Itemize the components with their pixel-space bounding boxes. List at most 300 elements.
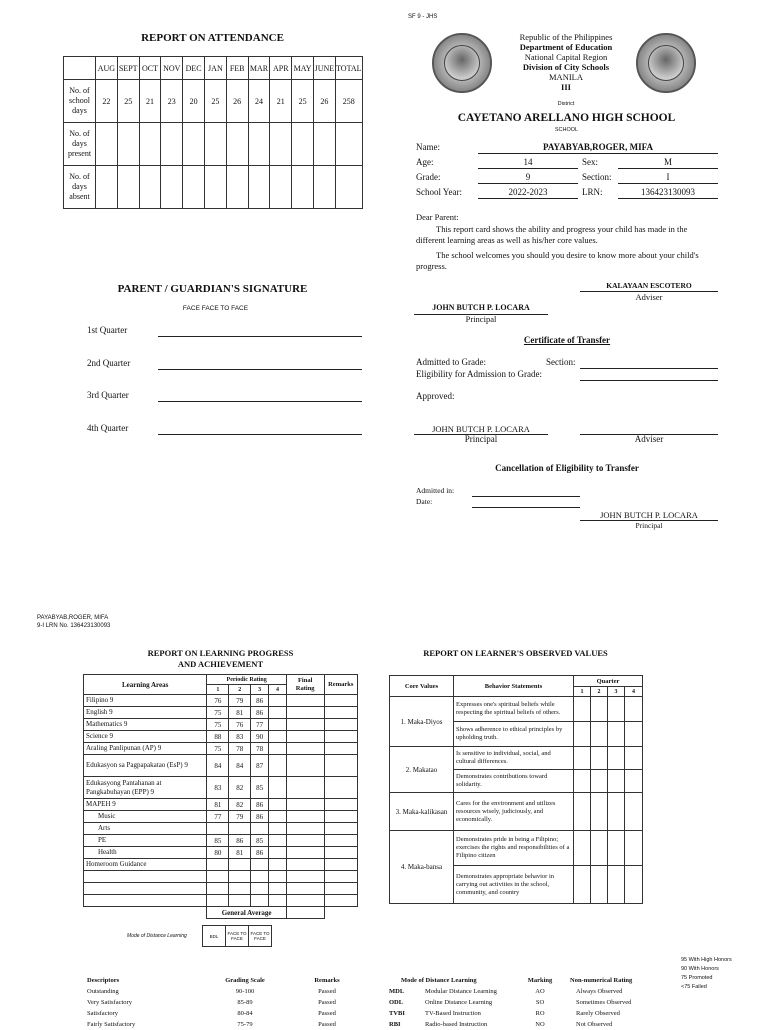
grade-cell (269, 719, 287, 731)
values-row (390, 747, 643, 770)
attendance-cell (313, 123, 335, 166)
final-rating-cell (286, 895, 324, 907)
grade-cell: 86 (251, 847, 269, 859)
grade-cell: 81 (229, 707, 251, 719)
distance-mode-code: TVBI (389, 1010, 405, 1017)
grade-cell (269, 707, 287, 719)
behavior-statement: Cares for the environment and utilizes resources wisely, judiciously, and economically. (454, 793, 574, 831)
attendance-cell: 24 (248, 80, 270, 123)
descriptor-cell: Passed (318, 1010, 336, 1017)
quarter-header: Quarter (574, 676, 643, 687)
quarter-label: 3rd Quarter (87, 390, 129, 400)
attendance-cell (96, 123, 118, 166)
learning-area-row (84, 811, 358, 823)
transfer-principal-label: Principal (464, 434, 498, 444)
descriptor-cell: Passed (318, 999, 336, 1006)
grade-cell (251, 883, 269, 895)
final-rating-cell (286, 871, 324, 883)
value-rating-cell (625, 747, 643, 770)
quarter-number: 2 (229, 685, 251, 695)
general-average-label: General Average (207, 907, 286, 919)
parent-letter (416, 212, 718, 273)
values-quarter-number: 3 (608, 687, 625, 697)
behavior-statement: Demonstrates pride in being a Filipino; exercises the rights and responsibilities of a Filipino citizen (454, 831, 574, 866)
school-year-label: School Year: (416, 187, 463, 197)
value-rating-cell (574, 697, 591, 722)
grade-cell (207, 883, 229, 895)
grade-cell (269, 835, 287, 847)
value-rating-cell (625, 770, 643, 793)
value-rating-cell (591, 831, 608, 866)
lrn-label: LRN: (582, 187, 603, 197)
learning-area-name: Edukasyon sa Pagpapakatao (EsP) 9 (84, 755, 207, 777)
grade-cell (269, 695, 287, 707)
distance-mode-name: TV-Based Instruction (425, 1010, 481, 1017)
learning-header-row (84, 675, 358, 685)
values-row (390, 793, 643, 831)
attendance-cell (313, 166, 335, 209)
grade-cell (269, 871, 287, 883)
quarter-signature-line[interactable] (158, 336, 362, 337)
honor-item: 90 With Honors (681, 966, 719, 972)
learning-area-row (84, 695, 358, 707)
marking-description: Always Observed (576, 988, 623, 995)
learning-area-row (84, 895, 358, 907)
learning-area-name: Filipino 9 (84, 695, 207, 707)
honors-legend (681, 956, 732, 992)
grade-cell (269, 777, 287, 799)
values-quarter-number: 2 (591, 687, 608, 697)
attendance-table (63, 56, 363, 209)
section-label: Section: (582, 172, 612, 182)
final-rating-cell (286, 799, 324, 811)
attendance-cell (204, 166, 226, 209)
honor-item: <75 Failed (681, 984, 707, 990)
cancellation-admitted-label: Admitted in: (416, 486, 455, 495)
grade-cell (269, 859, 287, 871)
attendance-row-label: No. of days present (64, 123, 96, 166)
grade-label: Grade: (416, 172, 441, 182)
cancellation-principal-name: JOHN BUTCH P. LOCARA (600, 510, 698, 520)
value-rating-cell (591, 697, 608, 722)
value-rating-cell (608, 866, 625, 904)
attendance-cell: 258 (335, 80, 362, 123)
remarks-cell (324, 835, 358, 847)
grade-cell: 76 (229, 719, 251, 731)
mode-table (202, 925, 272, 947)
transfer-title: Certificate of Transfer (523, 335, 611, 345)
descriptor-cell: 90-100 (235, 988, 255, 995)
grade-cell (207, 871, 229, 883)
general-average-row (84, 907, 358, 919)
grade-cell (269, 731, 287, 743)
values-title: REPORT ON LEARNER'S OBSERVED VALUES (423, 648, 608, 658)
final-rating-cell (286, 755, 324, 777)
distance-mode-name: Modular Distance Learning (425, 988, 497, 995)
values-row (390, 697, 643, 722)
honor-item: 75 Promoted (681, 975, 713, 981)
grade-cell (269, 755, 287, 777)
attendance-cell: 23 (161, 80, 183, 123)
learning-area-row (84, 707, 358, 719)
grade-cell: 86 (229, 835, 251, 847)
descriptor-header: Grading Scale (225, 977, 265, 984)
grade-cell: 81 (229, 847, 251, 859)
district-label: District (557, 101, 575, 107)
grade-cell (229, 859, 251, 871)
grade-cell: 85 (251, 777, 269, 799)
value-rating-cell (574, 747, 591, 770)
final-rating-cell (286, 823, 324, 835)
grade-cell: 79 (229, 695, 251, 707)
grade-cell: 75 (207, 743, 229, 755)
mode-cell: BDL (203, 926, 226, 947)
grade-cell: 77 (251, 719, 269, 731)
learning-area-name: English 9 (84, 707, 207, 719)
attendance-cell (335, 166, 362, 209)
behavior-statement: Demonstrates contributions toward solidarity. (454, 770, 574, 793)
core-value-name: 2. Makatao (390, 747, 454, 793)
learning-title-line1: REPORT ON LEARNING PROGRESS (147, 648, 294, 658)
attendance-cell (292, 123, 314, 166)
transfer-admitted-label: Admitted to Grade: (416, 357, 486, 367)
attendance-month: APR (270, 57, 292, 80)
grade-cell (251, 895, 269, 907)
school-seal-icon (432, 33, 492, 93)
learning-area-row (84, 755, 358, 777)
attendance-row-label: No. of school days (64, 80, 96, 123)
grade-cell (229, 823, 251, 835)
learning-area-name: Arts (84, 823, 207, 835)
attendance-title: REPORT ON ATTENDANCE (141, 32, 284, 44)
grade-cell: 83 (207, 777, 229, 799)
value-rating-cell (608, 722, 625, 747)
learning-area-row (84, 823, 358, 835)
grade-cell (269, 823, 287, 835)
attendance-cell (161, 166, 183, 209)
grade-cell: 82 (229, 777, 251, 799)
grade-cell: 81 (207, 799, 229, 811)
remarks-cell (324, 777, 358, 799)
periodic-rating-header: Periodic Rating (207, 675, 286, 685)
value-rating-cell (608, 793, 625, 831)
final-rating-cell (286, 883, 324, 895)
value-rating-cell (608, 747, 625, 770)
grade-cell: 78 (229, 743, 251, 755)
signature-mode: FACE FACE TO FACE (182, 305, 249, 312)
quarter-label: 4th Quarter (87, 423, 129, 433)
behavior-header: Behavior Statements (454, 676, 574, 697)
attendance-month: AUG (96, 57, 118, 80)
descriptor-header: Descriptors (87, 977, 120, 984)
descriptor-cell: Passed (318, 1021, 336, 1028)
mode-cell: FACE TO FACE (226, 926, 249, 947)
learning-area-name: Mathematics 9 (84, 719, 207, 731)
grade-cell: 86 (251, 811, 269, 823)
final-rating-cell (286, 859, 324, 871)
value-rating-cell (574, 722, 591, 747)
cancellation-principal-label: Principal (635, 521, 663, 530)
core-value-name: 4. Maka-bansa (390, 831, 454, 904)
value-rating-cell (625, 793, 643, 831)
distance-modes-header: Mode of Distance Learning (401, 977, 477, 984)
quarter-number: 3 (251, 685, 269, 695)
attendance-month: TOTAL (335, 57, 362, 80)
attendance-cell (139, 166, 161, 209)
final-rating-cell (286, 719, 324, 731)
quarter-number: 1 (207, 685, 229, 695)
attendance-cell: 21 (270, 80, 292, 123)
grade-cell: 78 (251, 743, 269, 755)
cancellation-date-label: Date: (416, 497, 433, 506)
learning-area-row (84, 777, 358, 799)
remarks-cell (324, 731, 358, 743)
final-rating-cell (286, 777, 324, 799)
name-label: Name: (416, 142, 440, 152)
grade-cell (269, 883, 287, 895)
attendance-cell (183, 123, 205, 166)
grade-cell (251, 871, 269, 883)
core-value-name: 1. Maka-Diyos (390, 697, 454, 747)
distance-mode-code: RBI (389, 1021, 401, 1028)
distance-mode-code: ODL (389, 999, 404, 1006)
attendance-month: MAR (248, 57, 270, 80)
attendance-month: NOV (161, 57, 183, 80)
age-label: Age: (416, 157, 434, 167)
learning-area-row (84, 799, 358, 811)
grade-cell: 76 (207, 695, 229, 707)
grade-cell (207, 859, 229, 871)
attendance-cell (204, 123, 226, 166)
grade-cell: 88 (207, 731, 229, 743)
behavior-statement: Expresses one's spiritual beliefs while respecting the spiritual beliefs of others. (454, 697, 574, 722)
remarks-cell (324, 883, 358, 895)
value-rating-cell (574, 770, 591, 793)
attendance-month: SEPT (117, 57, 139, 80)
learning-area-name (84, 883, 207, 895)
learning-area-row (84, 731, 358, 743)
general-average-value (286, 907, 324, 919)
attendance-cell (117, 123, 139, 166)
letter-paragraph-2: The school welcomes you should you desire to know more about your child's progress. (416, 249, 699, 271)
republic-text: Republic of the Philippines (519, 32, 613, 42)
grade-cell: 75 (207, 707, 229, 719)
page2-student-name: PAYABYAB,ROGER, MIFA (37, 615, 109, 621)
grade-cell (269, 895, 287, 907)
attendance-cell (335, 123, 362, 166)
letter-paragraph-1: This report card shows the ability and progress your child has made in the different learning areas as well as his/her core values. (416, 223, 688, 245)
learning-area-name: Music (84, 811, 207, 823)
learning-area-name: Homeroom Guidance (84, 859, 207, 871)
value-rating-cell (625, 722, 643, 747)
descriptor-header: Remarks (314, 977, 340, 984)
school-name: CAYETANO ARELLANO HIGH SCHOOL (457, 112, 676, 124)
attendance-cell (270, 123, 292, 166)
value-rating-cell (625, 697, 643, 722)
behavior-statement: Demonstrates appropriate behavior in carrying out activities in the school, community, and country (454, 866, 574, 904)
student-section: I (666, 172, 670, 182)
descriptor-cell: 80-84 (237, 1010, 253, 1017)
learning-area-header: Learning Areas (84, 675, 207, 695)
grade-cell: 90 (251, 731, 269, 743)
learning-area-name: Araling Panlipunan (AP) 9 (84, 743, 207, 755)
values-quarter-number: 4 (625, 687, 643, 697)
student-name: PAYABYAB,ROGER, MIFA (543, 142, 653, 152)
value-rating-cell (574, 866, 591, 904)
final-rating-cell (286, 707, 324, 719)
learning-area-name: PE (84, 835, 207, 847)
school-label: SCHOOL (554, 127, 579, 133)
grade-cell (251, 859, 269, 871)
remarks-cell (324, 859, 358, 871)
value-rating-cell (608, 770, 625, 793)
quarter-signature-line[interactable] (158, 401, 362, 402)
honor-item: 95 With High Honors (681, 957, 732, 963)
value-rating-cell (574, 793, 591, 831)
learning-area-row (84, 871, 358, 883)
final-rating-header: Final Rating (286, 675, 324, 695)
transfer-principal-name: JOHN BUTCH P. LOCARA (432, 424, 530, 434)
final-rating-cell (286, 731, 324, 743)
quarter-signature-line[interactable] (158, 434, 362, 435)
values-header-row (390, 676, 643, 687)
grade-cell (251, 823, 269, 835)
learning-area-name: Health (84, 847, 207, 859)
learning-area-row (84, 719, 358, 731)
descriptor-cell: Outstanding (87, 988, 119, 995)
grade-cell (269, 799, 287, 811)
value-rating-cell (608, 831, 625, 866)
page2-student-id (37, 614, 110, 630)
remarks-cell (324, 707, 358, 719)
marking-code: NO (535, 1021, 545, 1028)
grade-cell: 75 (207, 719, 229, 731)
grade-cell (229, 871, 251, 883)
value-rating-cell (591, 793, 608, 831)
core-value-name: 3. Maka-kalikasan (390, 793, 454, 831)
value-rating-cell (591, 770, 608, 793)
quarter-number: 4 (269, 685, 287, 695)
remarks-cell (324, 847, 358, 859)
attendance-cell (183, 166, 205, 209)
learning-area-row (84, 835, 358, 847)
remarks-cell (324, 871, 358, 883)
remarks-header: Remarks (324, 675, 358, 695)
adviser-name: KALAYAAN ESCOTERO (606, 281, 692, 290)
final-rating-cell (286, 743, 324, 755)
remarks-cell (324, 799, 358, 811)
final-rating-cell (286, 835, 324, 847)
quarter-signature-line[interactable] (158, 369, 362, 370)
attendance-cell: 26 (313, 80, 335, 123)
attendance-cell (161, 123, 183, 166)
attendance-header-row (64, 57, 363, 80)
remarks-cell (324, 719, 358, 731)
attendance-corner (64, 57, 96, 80)
attendance-cell (248, 166, 270, 209)
value-rating-cell (625, 866, 643, 904)
adviser-label: Adviser (635, 292, 663, 302)
transfer-approved-label: Approved: (416, 391, 455, 401)
attendance-month: MAY (292, 57, 314, 80)
grade-cell: 86 (251, 707, 269, 719)
final-rating-cell (286, 811, 324, 823)
remarks-cell (324, 895, 358, 907)
learning-area-name: Science 9 (84, 731, 207, 743)
grade-cell: 80 (207, 847, 229, 859)
values-table (389, 675, 643, 904)
value-rating-cell (608, 697, 625, 722)
attendance-month: JUNE (313, 57, 335, 80)
grade-cell: 84 (229, 755, 251, 777)
remarks-cell (324, 811, 358, 823)
attendance-cell (248, 123, 270, 166)
attendance-row-label: No. of days absent (64, 166, 96, 209)
attendance-cell: 25 (117, 80, 139, 123)
attendance-row (64, 166, 363, 209)
remarks-cell (324, 743, 358, 755)
grade-cell: 83 (229, 731, 251, 743)
letter-greeting: Dear Parent: (416, 212, 459, 222)
grade-cell: 82 (229, 799, 251, 811)
attendance-cell (292, 166, 314, 209)
attendance-row (64, 123, 363, 166)
marking-header: Marking (527, 977, 553, 984)
principal-label: Principal (465, 314, 497, 324)
cancellation-title: Cancellation of Eligibility to Transfer (495, 463, 639, 473)
mode-label: Mode of Distance Learning (127, 933, 187, 939)
district-number: III (561, 82, 571, 92)
mode-cell: FACE TO FACE (249, 926, 272, 947)
learning-title (83, 648, 358, 670)
descriptor-cell: Fairly Satisfactory (87, 1021, 136, 1028)
remarks-cell (324, 695, 358, 707)
final-rating-cell (286, 695, 324, 707)
learning-area-name (84, 895, 207, 907)
marking-code: RO (535, 1010, 545, 1017)
grade-cell (269, 847, 287, 859)
learning-areas-table (83, 674, 358, 919)
learning-area-row (84, 883, 358, 895)
learning-title-line2: AND ACHIEVEMENT (177, 659, 264, 669)
grade-cell (269, 743, 287, 755)
student-age: 14 (523, 157, 533, 167)
descriptor-cell: 85-89 (237, 999, 253, 1006)
marking-code: SO (535, 999, 545, 1006)
value-rating-cell (591, 722, 608, 747)
form-code: SF 9 - JHS (408, 14, 438, 20)
learning-area-row (84, 847, 358, 859)
grade-cell (269, 811, 287, 823)
student-grade: 9 (525, 172, 531, 182)
grade-cell: 87 (251, 755, 269, 777)
attendance-cell (117, 166, 139, 209)
division-text: Division of City Schools (522, 62, 610, 72)
grade-cell: 86 (251, 695, 269, 707)
learning-area-name: Edukasyong Pantahanan at Pangkabuhayan (EPP) 9 (84, 777, 207, 799)
attendance-cell (226, 123, 248, 166)
grade-cell: 77 (207, 811, 229, 823)
marking-code: AO (535, 988, 545, 995)
grade-cell (229, 895, 251, 907)
distance-mode-name: Online Distance Learning (425, 999, 493, 1006)
grade-cell (207, 823, 229, 835)
transfer-section-label: Section: (546, 357, 576, 367)
attendance-cell: 21 (139, 80, 161, 123)
quarter-label: 2nd Quarter (87, 358, 131, 368)
remarks-cell (324, 755, 358, 777)
descriptor-cell: Passed (318, 988, 336, 995)
